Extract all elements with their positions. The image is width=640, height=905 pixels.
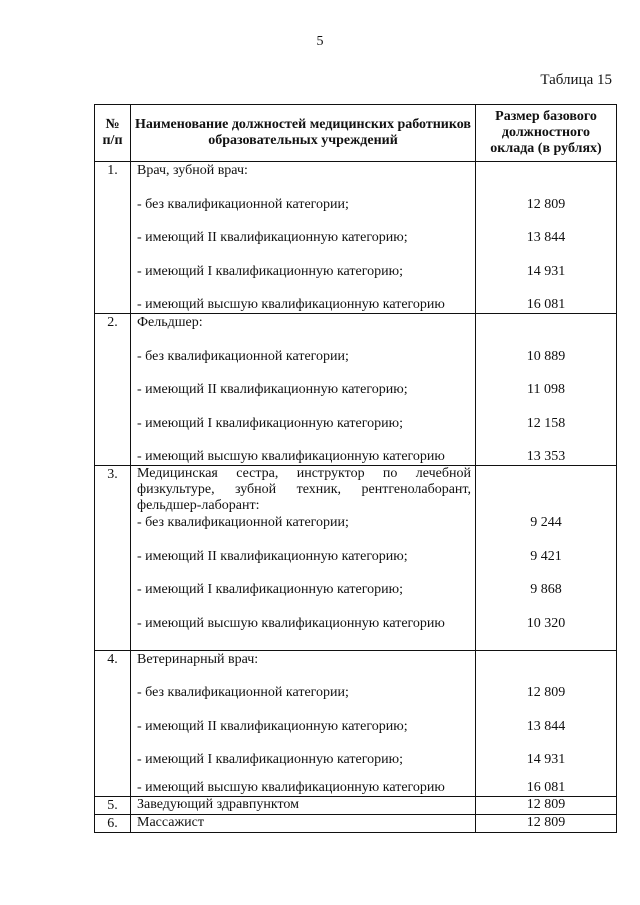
position-cell	[131, 162, 476, 314]
salary-value: 13 844	[526, 718, 566, 734]
category-label: - имеющий I квалификационную категорию;	[137, 582, 403, 597]
category-label: - имеющий II квалификационную категорию;	[137, 718, 408, 734]
category-label: - имеющий I квалификационную категорию;	[137, 752, 403, 767]
row-number: 3.	[95, 466, 131, 651]
category-label: - имеющий высшую квалификационную категорию	[137, 615, 445, 631]
table-row	[95, 797, 617, 815]
salary-value: 10 320	[526, 615, 566, 631]
position-title-line: фельдшер-лаборант:	[137, 498, 260, 513]
position-cell	[131, 466, 476, 651]
position-title-line: Медицинская сестра, инструктор по лечебной	[137, 466, 471, 481]
position-title: Врач, зубной врач:	[137, 163, 248, 178]
table-row	[95, 162, 617, 314]
table-caption: Таблица 15	[540, 72, 612, 88]
category-label: - имеющий II квалификационную категорию;	[137, 548, 408, 564]
salary-value: 9 868	[530, 582, 562, 597]
salary-value: 12 809	[526, 685, 566, 700]
position-cell	[131, 650, 476, 797]
table-row	[95, 650, 617, 797]
salary-value: 11 098	[527, 382, 565, 397]
position-cell	[131, 314, 476, 466]
row-number: 6.	[95, 815, 131, 833]
position-title: Фельдшер:	[137, 315, 203, 330]
salary-value: 14 931	[526, 752, 566, 767]
table-row	[95, 466, 617, 651]
table-row	[95, 314, 617, 466]
page-number: 5	[316, 34, 324, 49]
row-number: 1.	[95, 162, 131, 314]
position-title: Заведующий здравпунктом	[131, 797, 476, 815]
category-label: - имеющий II квалификационную категорию;	[137, 382, 408, 397]
salary-cell	[476, 314, 617, 466]
salary-value: 12 809	[476, 797, 617, 815]
category-label: - без квалификационной категории;	[137, 348, 349, 364]
row-number: 4.	[95, 650, 131, 797]
position-title-line: физкультуре, зубной техник, рентгенолаборант,	[137, 482, 471, 497]
salary-table	[94, 104, 617, 833]
salary-value: 9 421	[530, 548, 562, 564]
salary-value: 10 889	[526, 348, 566, 364]
category-label: - имеющий II квалификационную категорию;	[137, 230, 408, 245]
header-salary: Размер базового должностного оклада (в рублях)	[476, 105, 617, 162]
category-label: - без квалификационной категории;	[137, 515, 349, 530]
header-num: № п/п	[95, 105, 131, 162]
position-title: Ветеринарный врач:	[137, 651, 259, 667]
category-label: - имеющий высшую квалификационную категорию	[137, 780, 445, 795]
category-label: - имеющий I квалификационную категорию;	[137, 263, 403, 279]
table-row	[95, 815, 617, 833]
salary-value: 16 081	[526, 780, 566, 795]
row-number: 2.	[95, 314, 131, 466]
salary-cell	[476, 650, 617, 797]
salary-value: 12 158	[526, 415, 566, 431]
category-label: - без квалификационной категории;	[137, 196, 349, 212]
salary-value: 13 844	[526, 230, 566, 245]
position-title: Массажист	[131, 815, 476, 833]
salary-value: 12 809	[476, 815, 617, 833]
category-label: - имеющий высшую квалификационную категорию	[137, 449, 445, 464]
table-header-row	[95, 105, 617, 162]
category-label: - имеющий I квалификационную категорию;	[137, 415, 403, 431]
row-number: 5.	[95, 797, 131, 815]
category-label: - имеющий высшую квалификационную категорию	[137, 297, 445, 312]
salary-cell	[476, 466, 617, 651]
salary-cell	[476, 162, 617, 314]
salary-value: 13 353	[526, 449, 566, 464]
header-position-name: Наименование должностей медицинских работников образовательных учреждений	[131, 105, 476, 162]
salary-value: 14 931	[526, 263, 566, 279]
salary-value: 12 809	[526, 196, 566, 212]
category-label: - без квалификационной категории;	[137, 685, 349, 700]
salary-value: 16 081	[526, 297, 566, 312]
salary-value: 9 244	[530, 515, 562, 530]
